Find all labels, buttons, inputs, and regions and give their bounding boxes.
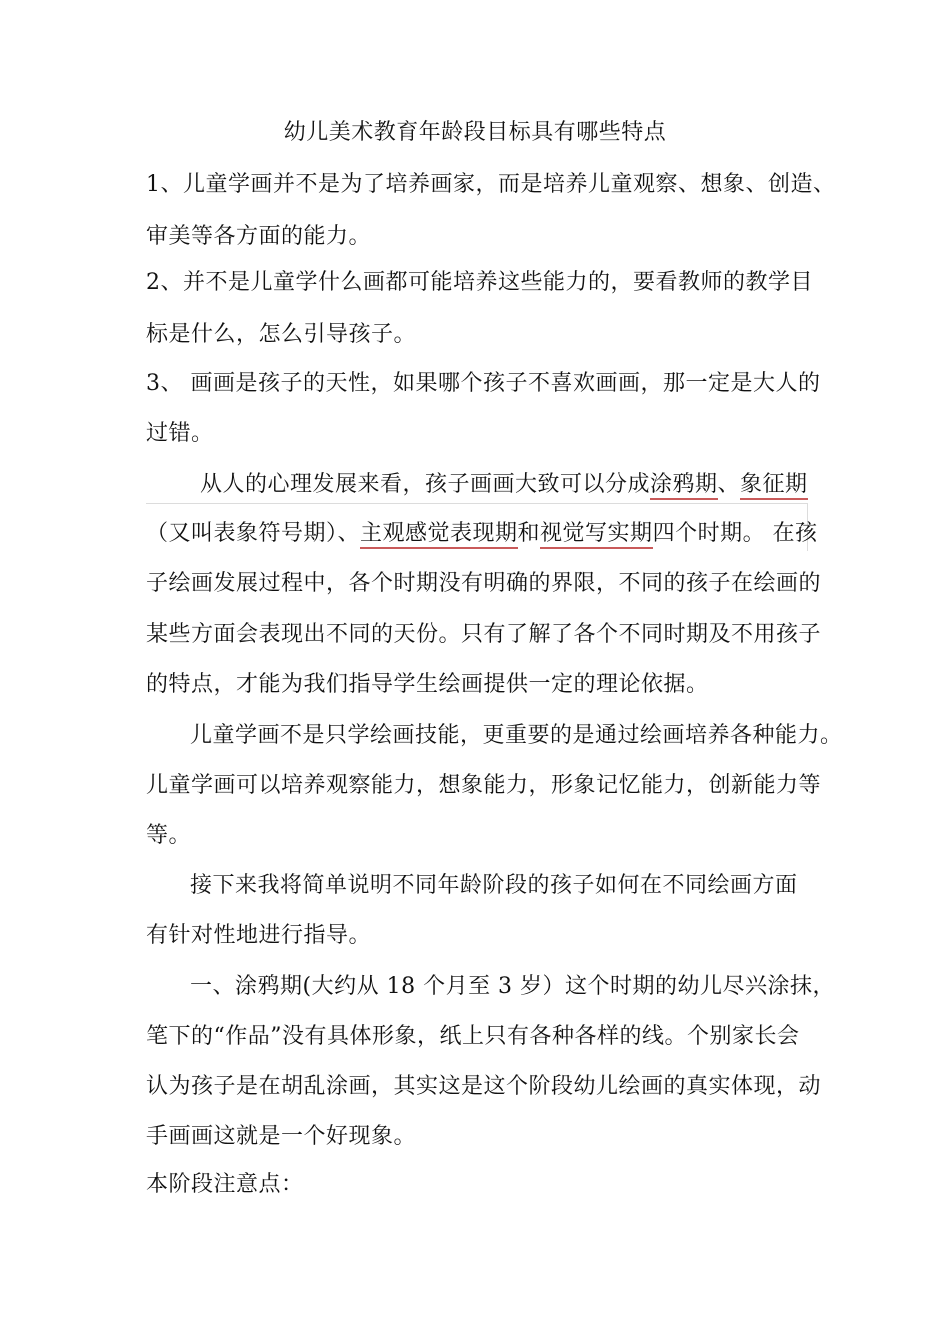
paragraph-7-line-3: 认为孩子是在胡乱涂画，其实这是这个阶段幼儿绘画的真实体现，动 — [146, 1074, 822, 1099]
paragraph-2-line-1: 2、并不是儿童学什么画都可能培养这些能力的，要看教师的教学目 — [146, 270, 813, 295]
separator: 、 — [717, 472, 741, 497]
paragraph-5-line-1: 儿童学画不是只学绘画技能，更重要的是通过绘画培养各种能力。 — [190, 723, 843, 748]
paragraph-6-line-2: 有针对性地进行指导。 — [146, 923, 372, 948]
term-symbolic-period: 象征期 — [740, 472, 808, 500]
paragraph-3-line-1: 3、 画画是孩子的天性，如果哪个孩子不喜欢画画，那一定是大人的 — [146, 371, 821, 396]
paragraph-4-line-2 — [146, 519, 826, 549]
paragraph-1-line-2: 审美等各方面的能力。 — [146, 224, 372, 249]
comment-box-top-border — [146, 503, 808, 504]
paragraph-4-text: 从人的心理发展来看，孩子画画大致可以分成 — [200, 472, 651, 497]
paragraph-7-line-4: 手画画这就是一个好现象。 — [146, 1124, 417, 1149]
paragraph-5-line-3: 等。 — [146, 823, 192, 848]
paragraph-2-line-2: 标是什么，怎么引导孩子。 — [146, 322, 417, 347]
paragraph-4-line-5: 的特点，才能为我们指导学生绘画提供一定的理论依据。 — [146, 672, 709, 697]
paragraph-5-line-2: 儿童学画可以培养观察能力，想象能力，形象记忆能力，创新能力等 — [146, 773, 822, 798]
paragraph-4-line-1 — [200, 470, 880, 500]
paragraph-7-line-1: 一、涂鸦期(大约从 18 个月至 3 岁）这个时期的幼儿尽兴涂抹， — [190, 974, 836, 999]
paragraph-7-line-2: 笔下的“作品”没有具体形象，纸上只有各种各样的线。个别家长会 — [146, 1024, 800, 1049]
paragraph-4-text: 四个时期。 在孩 — [652, 521, 818, 546]
document-title: 幼儿美术教育年龄段目标具有哪些特点 — [283, 120, 667, 145]
term-scribble-period: 涂鸦期 — [650, 472, 718, 500]
paragraph-6-line-1: 接下来我将简单说明不同年龄阶段的孩子如何在不同绘画方面 — [190, 873, 798, 898]
paragraph-4-line-3: 子绘画发展过程中，各个时期没有明确的界限，不同的孩子在绘画的 — [146, 571, 822, 596]
paragraph-4-line-4: 某些方面会表现出不同的天份。只有了解了各个不同时期及不用孩子 — [146, 622, 822, 647]
paragraph-3-line-2: 过错。 — [146, 421, 214, 446]
term-visual-realism-period: 视觉写实期 — [540, 521, 653, 549]
paragraph-4-text: （又叫表象符号期）、 — [146, 521, 361, 546]
paragraph-1-line-1: 1、儿童学画并不是为了培养画家，而是培养儿童观察、想象、创造、 — [146, 172, 836, 197]
term-subjective-expression-period: 主观感觉表现期 — [360, 521, 518, 549]
section-heading-notes: 本阶段注意点： — [146, 1172, 304, 1197]
conjunction: 和 — [517, 521, 541, 546]
